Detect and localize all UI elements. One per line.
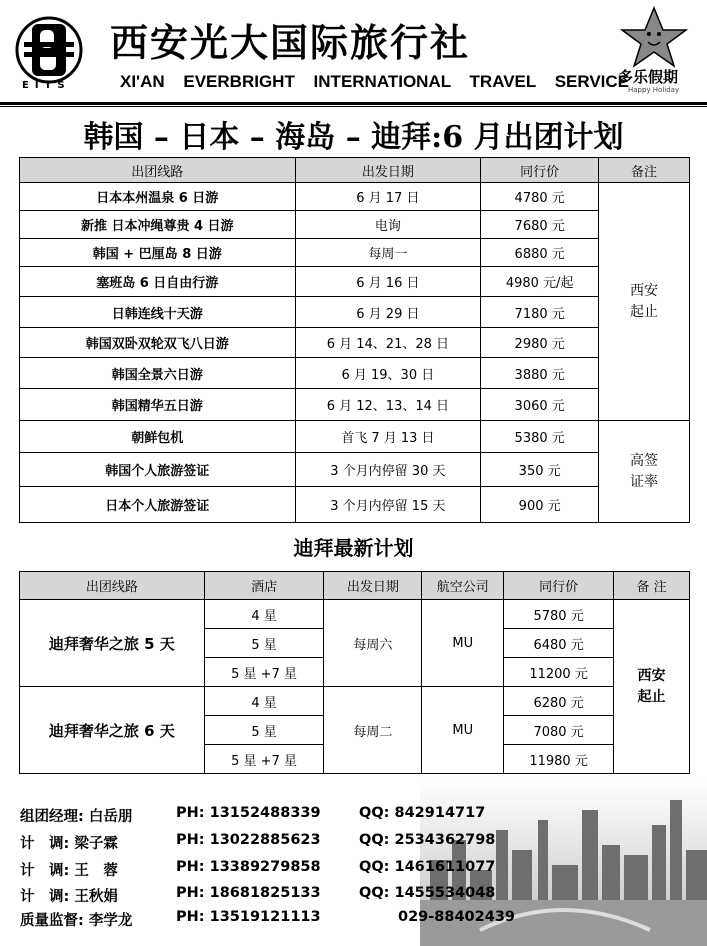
hotel-cell: 5 星 [204, 629, 324, 658]
table-row [20, 267, 690, 297]
column-header: 备 注 [614, 572, 690, 600]
date-cell: 6 月 14、21、28 日 [295, 328, 481, 358]
note-text: 西安起止 [637, 667, 666, 705]
route-cell: 韩国双卧双轮双飞八日游 [20, 328, 296, 358]
table-row [20, 239, 690, 267]
table-row [20, 183, 690, 211]
korea-japan-table [19, 157, 690, 523]
company-name-en: XI'AN EVERBRIGHT INTERNATIONAL TRAVEL SERVICE [120, 72, 630, 91]
date-cell: 6 月 12、13、14 日 [295, 389, 481, 421]
table-row [20, 687, 690, 716]
price-cell: 5780 元 [504, 600, 614, 629]
dubai-table [19, 571, 690, 774]
price-cell: 2980 元 [481, 328, 599, 358]
date-cell: 6 月 17 日 [295, 183, 481, 211]
date-cell: 3 个月内停留 30 天 [295, 453, 481, 487]
note-text: 西安起止 [630, 282, 659, 320]
note-text: 高签证率 [630, 452, 659, 490]
contact-phone: PH: 13519121113 [176, 909, 321, 925]
date-cell: 首飞 7 月 13 日 [295, 421, 481, 453]
column-header: 同行价 [481, 158, 599, 183]
route-cell: 日韩连线十天游 [20, 297, 296, 328]
note-cell [614, 600, 690, 774]
route-cell: 塞班岛 6 日自由行游 [20, 267, 296, 297]
price-cell: 11200 元 [504, 658, 614, 687]
price-cell: 3060 元 [481, 389, 599, 421]
price-cell: 11980 元 [504, 745, 614, 774]
contact-qq: QQ: 1455534048 [359, 885, 496, 901]
header-divider [0, 102, 707, 105]
contact-phone: PH: 13389279858 [176, 859, 321, 875]
price-cell: 900 元 [481, 487, 599, 523]
table-row [20, 453, 690, 487]
date-cell: 6 月 29 日 [295, 297, 481, 328]
route-cell: 新推 日本冲绳尊贵 4 日游 [20, 211, 296, 239]
column-header: 酒店 [204, 572, 324, 600]
contact-qq: QQ: 1461611077 [359, 859, 496, 875]
company-name-cn: 西安光大国际旅行社 [110, 20, 471, 65]
date-cell: 6 月 16 日 [295, 267, 481, 297]
route-cell: 朝鲜包机 [20, 421, 296, 453]
logo-text: EITS [22, 80, 71, 91]
header-divider-thin [0, 106, 707, 107]
price-cell: 4980 元/起 [481, 267, 599, 297]
contact-role: 计 调: 王 蓉 [20, 863, 118, 879]
hotel-cell: 5 星 +7 星 [204, 658, 324, 687]
route-cell: 迪拜奢华之旅 5 天 [20, 600, 205, 687]
column-header: 同行价 [504, 572, 614, 600]
airline-cell: MU [422, 600, 504, 687]
table-header-row [20, 158, 690, 183]
price-cell: 350 元 [481, 453, 599, 487]
price-cell: 5380 元 [481, 421, 599, 453]
table-row [20, 487, 690, 523]
table-row [20, 358, 690, 389]
contact-tel: 029-88402439 [398, 909, 515, 925]
price-cell: 7680 元 [481, 211, 599, 239]
contact-qq: QQ: 2534362798 [359, 832, 496, 848]
column-header: 备注 [599, 158, 690, 183]
date-cell: 6 月 19、30 日 [295, 358, 481, 389]
contact-qq: QQ: 842914717 [359, 805, 486, 821]
route-cell: 迪拜奢华之旅 6 天 [20, 687, 205, 774]
contact-phone: PH: 13152488339 [176, 805, 321, 821]
route-cell: 日本本州温泉 6 日游 [20, 183, 296, 211]
star-icon [618, 6, 690, 70]
date-cell: 每周六 [324, 600, 422, 687]
note-cell [599, 183, 690, 421]
price-cell: 6880 元 [481, 239, 599, 267]
airline-cell: MU [422, 687, 504, 774]
hotel-cell: 5 星 [204, 716, 324, 745]
table-row [20, 297, 690, 328]
hotel-cell: 5 星 +7 星 [204, 745, 324, 774]
column-header: 航空公司 [422, 572, 504, 600]
price-cell: 6280 元 [504, 687, 614, 716]
section-title-dubai: 迪拜最新计划 [293, 536, 414, 560]
brand-name-en: Happy Holiday [628, 86, 680, 94]
date-cell: 每周二 [324, 687, 422, 774]
contact-role: 计 调: 梁子霖 [20, 836, 118, 852]
note-cell [599, 421, 690, 523]
table-row [20, 211, 690, 239]
contact-phone: PH: 13022885623 [176, 832, 321, 848]
route-cell: 韩国精华五日游 [20, 389, 296, 421]
price-cell: 6480 元 [504, 629, 614, 658]
table-row [20, 389, 690, 421]
table-row [20, 421, 690, 453]
price-cell: 7080 元 [504, 716, 614, 745]
page-title: 韩国 – 日本 – 海岛 – 迪拜:6 月出团计划 [83, 120, 624, 155]
date-cell: 3 个月内停留 15 天 [295, 487, 481, 523]
table-row [20, 600, 690, 629]
column-header: 出发日期 [295, 158, 481, 183]
route-cell: 韩国全景六日游 [20, 358, 296, 389]
route-cell: 日本个人旅游签证 [20, 487, 296, 523]
date-cell: 电询 [295, 211, 481, 239]
table-header-row [20, 572, 690, 600]
date-cell: 每周一 [295, 239, 481, 267]
column-header: 出团线路 [20, 158, 296, 183]
contact-role: 组团经理: 白岳朋 [20, 809, 133, 825]
table-row [20, 328, 690, 358]
column-header: 出团线路 [20, 572, 205, 600]
contact-role: 质量监督: 李学龙 [20, 913, 133, 929]
route-cell: 韩国个人旅游签证 [20, 453, 296, 487]
hotel-cell: 4 星 [204, 600, 324, 629]
price-cell: 4780 元 [481, 183, 599, 211]
hotel-cell: 4 星 [204, 687, 324, 716]
price-cell: 3880 元 [481, 358, 599, 389]
price-cell: 7180 元 [481, 297, 599, 328]
route-cell: 韩国 + 巴厘岛 8 日游 [20, 239, 296, 267]
contact-role: 计 调: 王秋娟 [20, 889, 118, 905]
column-header: 出发日期 [324, 572, 422, 600]
brand-name-cn: 多乐假期 [618, 68, 679, 86]
contact-phone: PH: 18681825133 [176, 885, 321, 901]
